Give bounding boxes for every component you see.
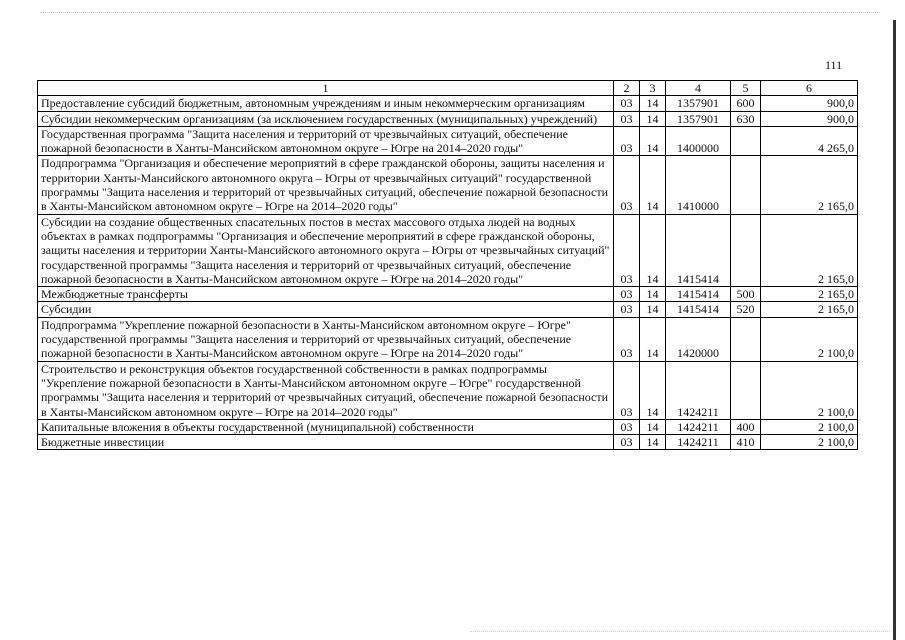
row-target-article: 1415414 (666, 287, 731, 302)
table-row (38, 214, 858, 286)
row-section: 03 (614, 361, 640, 419)
page-number: 111 (825, 58, 843, 72)
row-subsection: 14 (640, 287, 666, 302)
row-target-article: 1424211 (666, 435, 731, 450)
row-subsection: 14 (640, 361, 666, 419)
row-description: Государственная программа "Защита населения и территорий от чрезвычайных ситуаций, обеспечение пожарной безопасности в Ханты-Мансийском автономном округе – Югре на 2014–2020 годы" (38, 126, 614, 156)
row-target-article: 1415414 (666, 302, 731, 317)
row-amount: 2 100,0 (761, 317, 858, 361)
row-subsection: 14 (640, 111, 666, 126)
scan-artifact-top (40, 12, 880, 13)
row-section: 03 (614, 156, 640, 214)
row-expense-type: 600 (731, 96, 761, 111)
col-header-4: 4 (666, 81, 731, 96)
col-header-6: 6 (761, 81, 858, 96)
row-amount: 900,0 (761, 96, 858, 111)
row-description: Бюджетные инвестиции (38, 435, 614, 450)
row-expense-type (731, 361, 761, 419)
row-target-article: 1357901 (666, 96, 731, 111)
row-subsection: 14 (640, 419, 666, 434)
col-header-3: 3 (640, 81, 666, 96)
row-subsection: 14 (640, 96, 666, 111)
row-amount: 2 100,0 (761, 419, 858, 434)
row-description: Субсидии некоммерческим организациям (за исключением государственных (муниципальных) учреждений) (38, 111, 614, 126)
row-amount: 4 265,0 (761, 126, 858, 156)
table-header-row (38, 81, 858, 96)
row-amount: 2 100,0 (761, 435, 858, 450)
row-section: 03 (614, 111, 640, 126)
row-expense-type: 400 (731, 419, 761, 434)
row-target-article: 1357901 (666, 111, 731, 126)
row-target-article: 1420000 (666, 317, 731, 361)
row-section: 03 (614, 96, 640, 111)
row-section: 03 (614, 214, 640, 286)
col-header-5: 5 (731, 81, 761, 96)
page-edge-shadow (893, 20, 896, 640)
row-section: 03 (614, 317, 640, 361)
row-expense-type (731, 126, 761, 156)
row-amount: 2 165,0 (761, 156, 858, 214)
row-subsection: 14 (640, 214, 666, 286)
row-description: Капитальные вложения в объекты государственной (муниципальной) собственности (38, 419, 614, 434)
row-expense-type (731, 317, 761, 361)
row-target-article: 1415414 (666, 214, 731, 286)
row-subsection: 14 (640, 156, 666, 214)
row-target-article: 1400000 (666, 126, 731, 156)
row-subsection: 14 (640, 126, 666, 156)
row-expense-type: 410 (731, 435, 761, 450)
row-description: Подпрограмма "Организация и обеспечение мероприятий в сфере гражданской обороны, защиты населения и территории Ханты-Мансийского автономного округа – Югры от чрезвычайных ситуаций" государственной программы "Защита населения и территорий от чрезвычайных ситуаций, обеспечение пожарной безопасности в Ханты-Мансийском автономном округе – Югре на 2014–2020 годы" (38, 156, 614, 214)
row-amount: 2 165,0 (761, 302, 858, 317)
row-description: Строительство и реконструкция объектов государственной собственности в рамках подпрограммы "Укрепление пожарной безопасности в Ханты-Мансийском автономном округе – Югре" государственной программы "Защита населения и территорий от чрезвычайных ситуаций, обеспечение пожарной безопасности в Ханты-Мансийском автономном округе – Югре на 2014–2020 годы" (38, 361, 614, 419)
budget-table (37, 80, 858, 450)
row-description: Субсидии (38, 302, 614, 317)
row-amount: 2 100,0 (761, 361, 858, 419)
table-row (38, 287, 858, 302)
row-description: Предоставление субсидий бюджетным, автономным учреждениям и иным некоммерческим организациям (38, 96, 614, 111)
scan-artifact-bottom (470, 631, 890, 632)
row-subsection: 14 (640, 435, 666, 450)
row-target-article: 1424211 (666, 419, 731, 434)
row-target-article: 1424211 (666, 361, 731, 419)
row-amount: 2 165,0 (761, 214, 858, 286)
row-amount: 900,0 (761, 111, 858, 126)
table-row (38, 96, 858, 111)
row-section: 03 (614, 419, 640, 434)
row-target-article: 1410000 (666, 156, 731, 214)
table-row (38, 302, 858, 317)
row-expense-type (731, 214, 761, 286)
table-row (38, 361, 858, 419)
row-amount: 2 165,0 (761, 287, 858, 302)
row-description: Субсидии на создание общественных спасательных постов в местах массового отдыха людей на водных объектах в рамках подпрограммы "Организация и обеспечение мероприятий в сфере гражданской обороны, защиты населения и территории Ханты-Мансийского автономного округа – Югры от чрезвычайных ситуаций" государственной программы "Защита населения и территорий от чрезвычайных ситуаций, обеспечение пожарной безопасности в Ханты-Мансийском автономном округе – Югре на 2014–2020 годы" (38, 214, 614, 286)
row-expense-type: 500 (731, 287, 761, 302)
row-subsection: 14 (640, 317, 666, 361)
table-row (38, 317, 858, 361)
row-section: 03 (614, 435, 640, 450)
table-row (38, 111, 858, 126)
row-expense-type (731, 156, 761, 214)
row-subsection: 14 (640, 302, 666, 317)
col-header-1: 1 (38, 81, 614, 96)
table-row (38, 156, 858, 214)
row-section: 03 (614, 302, 640, 317)
table-row (38, 435, 858, 450)
table-row (38, 419, 858, 434)
row-description: Подпрограмма "Укрепление пожарной безопасности в Ханты-Мансийском автономном округе – Югре" государственной программы "Защита населения и территорий от чрезвычайных ситуаций, обеспечение пожарной безопасности в Ханты-Мансийском автономном округе – Югре на 2014–2020 годы" (38, 317, 614, 361)
col-header-2: 2 (614, 81, 640, 96)
row-expense-type: 630 (731, 111, 761, 126)
row-description: Межбюджетные трансферты (38, 287, 614, 302)
row-expense-type: 520 (731, 302, 761, 317)
row-section: 03 (614, 126, 640, 156)
table-row (38, 126, 858, 156)
row-section: 03 (614, 287, 640, 302)
